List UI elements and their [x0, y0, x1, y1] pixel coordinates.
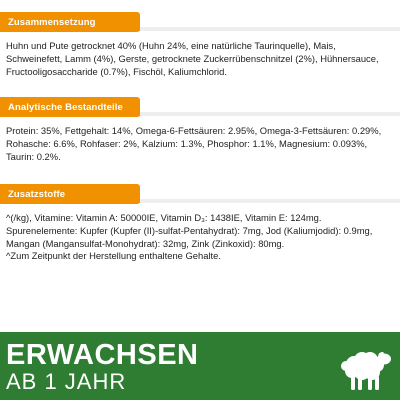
section-body [0, 125, 400, 163]
life-stage-subtitle: AB 1 JAHR [6, 369, 127, 394]
section-header [0, 12, 400, 32]
section-analytische-bestandteile [0, 97, 400, 163]
section-title: Analytische Bestandteile [0, 97, 140, 117]
section-zusammensetzung [0, 12, 400, 78]
life-stage-title: ERWACHSEN [6, 339, 199, 371]
section-header [0, 184, 400, 204]
additives-line: ^(/kg), Vitamine: Vitamin A: 50000IE, Vitamin D₃: 1438IE, Vitamin E: 124mg. [6, 212, 322, 223]
additives-line: Spurenelemente: Kupfer (Kupfer (II)-sulfat-Pentahydrat): 7mg, Jod (Kaliumjodid): 0.9mg, Mangan (Mangansulfat-Monohydrat): 32mg, Zink (Zinkoxid): 80mg. [6, 224, 373, 249]
section-header [0, 97, 400, 117]
composition-text: Huhn und Pute getrocknet 40% (Huhn 24%, eine natürliche Taurinquelle), Mais, Schweinefett, Lamm (4%), Gerste, getrocknete Zuckerrübenschnitzel (2%), Hühnersauce, Fructooligosaccharide (0.7%), Fischöl, Kaliumchlorid. [6, 40, 379, 77]
section-body [0, 40, 400, 78]
additives-line: ^Zum Zeitpunkt der Herstellung enthaltene Gehalte. [6, 250, 221, 262]
section-zusatzstoffe [0, 184, 400, 263]
section-body [0, 212, 400, 263]
section-title: Zusatzstoffe [0, 184, 140, 204]
sheep-icon [332, 344, 396, 392]
section-title: Zusammensetzung [0, 12, 140, 32]
analysis-text: Protein: 35%, Fettgehalt: 14%, Omega-6-Fettsäuren: 2.95%, Omega-3-Fettsäuren: 0.29%, Rohasche: 6.6%, Rohfaser: 2%, Kalzium: 1.3%, Phosphor: 1.1%, Magnesium: 0.093%, Taurin: 0.2%. [6, 125, 382, 162]
